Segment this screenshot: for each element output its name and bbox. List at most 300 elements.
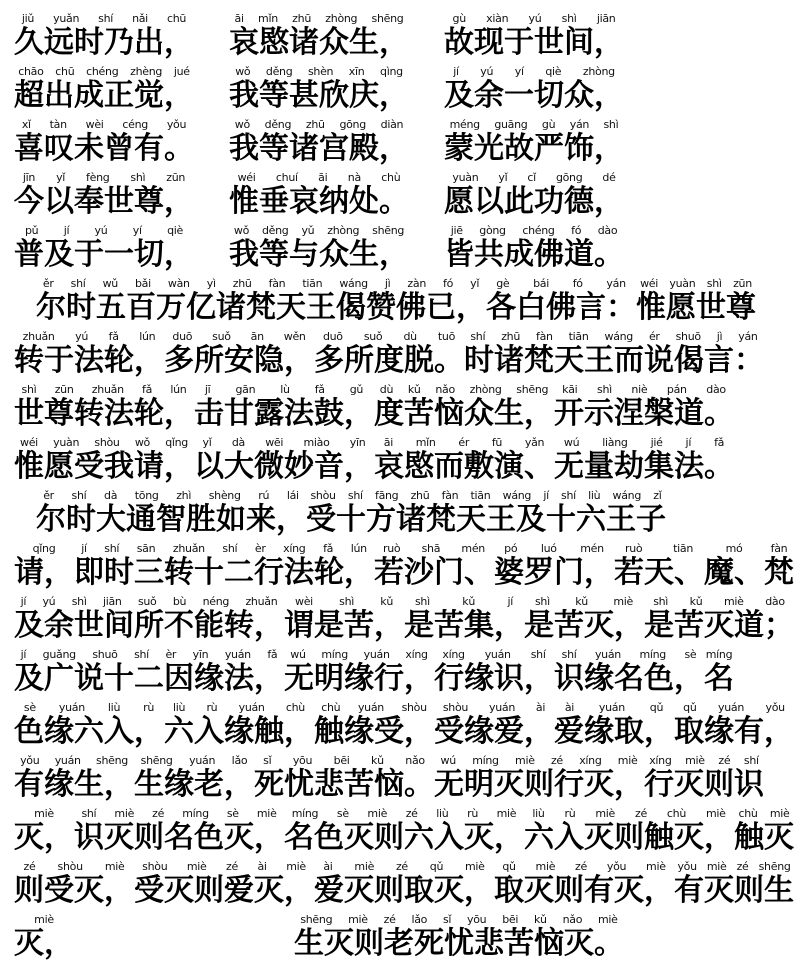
- phrase-with-pinyin: [486, 278, 636, 323]
- hanzi-text: 梵: [764, 555, 794, 590]
- pinyin-text: shì kǔ jí: [404, 595, 524, 608]
- annotated-phrase: [14, 65, 194, 113]
- phrase-with-pinyin: [704, 543, 764, 588]
- pinyin-text: mó: [704, 542, 764, 555]
- annotated-phrase: [404, 595, 524, 643]
- annotated-phrase: [36, 489, 306, 537]
- annotated-phrase: [14, 913, 74, 961]
- annotated-phrase: [374, 383, 554, 431]
- hanzi-text: 灭，: [14, 820, 74, 855]
- pinyin-text: jīn yǐ fèng shì zūn: [14, 171, 194, 184]
- text-line: [14, 165, 624, 217]
- pinyin-text: wǒ děng yǔ zhòng shēng: [229, 224, 409, 237]
- pinyin-text: zé shòu miè: [14, 860, 134, 873]
- annotated-phrase: [14, 224, 194, 272]
- annotated-phrase: [494, 542, 614, 590]
- phrase-with-pinyin: [14, 702, 164, 747]
- pinyin-text: jí guǎng shuō shí èr yīn yuán fǎ: [14, 648, 284, 661]
- hanzi-text: 行缘识，: [434, 661, 554, 696]
- hanzi-text: 时诸梵天王而说偈言：: [464, 343, 764, 378]
- phrase-with-pinyin: [14, 649, 284, 694]
- annotated-phrase: [134, 754, 254, 802]
- phrase-with-pinyin: [36, 490, 306, 535]
- annotated-phrase: [524, 807, 734, 855]
- hanzi-text: 我等与众生，: [229, 237, 409, 272]
- phrase-with-pinyin: [674, 702, 794, 747]
- phrase-with-pinyin: [554, 702, 674, 747]
- hanzi-text: 愿以此功德，: [444, 184, 624, 219]
- hanzi-text: 蒙光故严饰，: [444, 131, 624, 166]
- annotated-phrase: [164, 330, 314, 378]
- phrase-with-pinyin: [674, 861, 794, 906]
- pinyin-text: yǒu miè zé shēng: [674, 860, 794, 873]
- phrase-with-pinyin: [229, 172, 409, 217]
- hanzi-text: 无明缘行，: [284, 661, 434, 696]
- text-line: [14, 854, 794, 908]
- annotated-phrase: [14, 436, 194, 484]
- annotated-phrase: [444, 224, 624, 272]
- hanzi-text: 名: [704, 661, 734, 696]
- annotated-phrase: [444, 12, 624, 60]
- text-line: [14, 483, 666, 537]
- hanzi-text: 是苦集，: [404, 608, 524, 643]
- annotated-phrase: [229, 12, 409, 60]
- hanzi-text: 请，: [14, 555, 74, 590]
- pinyin-text: āi mǐn zhū zhòng shēng: [229, 12, 409, 25]
- annotated-phrase: [636, 277, 756, 325]
- hanzi-text: 哀愍而敷演、: [374, 449, 554, 484]
- pinyin-text: chù miè: [734, 807, 794, 820]
- phrase-with-pinyin: [14, 914, 74, 959]
- pinyin-text: qǔ miè zé yǒu miè: [494, 860, 674, 873]
- annotated-phrase: [554, 383, 734, 431]
- phrase-with-pinyin: [314, 861, 494, 906]
- pinyin-text: ěr shí wǔ bǎi wàn yì zhū fàn tiān wáng jì zàn fó yǐ: [36, 277, 486, 290]
- hanzi-text: 普及于一切，: [14, 237, 194, 272]
- annotated-phrase: [494, 860, 674, 908]
- pinyin-text: jiǔ yuǎn shí nǎi chū: [14, 12, 194, 25]
- phrase-with-pinyin: [294, 914, 624, 959]
- hanzi-text: 生缘老，: [134, 767, 254, 802]
- phrase-with-pinyin: [194, 384, 374, 429]
- pinyin-text: sǐ yōu bēi kǔ nǎo: [254, 754, 434, 767]
- phrase-with-pinyin: [14, 66, 194, 111]
- text-line: [14, 589, 794, 643]
- hanzi-text: 无明灭则行灭，: [434, 767, 644, 802]
- pinyin-text: shēng miè zé lǎo sǐ yōu bēi kǔ nǎo miè: [294, 913, 624, 926]
- pinyin-text: míng: [704, 648, 734, 661]
- hanzi-text: 爱缘取，: [554, 714, 674, 749]
- pinyin-text: liù rù yuán chù: [164, 701, 314, 714]
- annotated-phrase: [229, 118, 409, 166]
- pinyin-text: wǒ děng zhū gōng diàn: [229, 118, 409, 131]
- pinyin-text: qǐng: [14, 542, 74, 555]
- phrase-with-pinyin: [636, 278, 756, 323]
- annotated-phrase: [14, 648, 284, 696]
- pinyin-text: pó luó mén: [494, 542, 614, 555]
- annotated-phrase: [284, 595, 404, 643]
- hanzi-text: 爱灭则取灭，: [314, 873, 494, 908]
- hanzi-text: 若天、: [614, 555, 704, 590]
- annotated-phrase: [674, 701, 794, 749]
- phrase-with-pinyin: [164, 331, 314, 376]
- pinyin-text: xíng miè zé shí: [644, 754, 764, 767]
- text-line: [14, 695, 794, 749]
- phrase-with-pinyin: [374, 437, 554, 482]
- annotated-phrase: [314, 330, 464, 378]
- annotated-phrase: [14, 701, 164, 749]
- phrase-with-pinyin: [494, 861, 674, 906]
- pinyin-text: chāo chū chéng zhèng jué: [14, 65, 194, 78]
- phrase-with-pinyin: [704, 649, 734, 694]
- annotated-phrase: [524, 595, 644, 643]
- pinyin-text: jiē gòng chéng fó dào: [444, 224, 624, 237]
- pinyin-text: wéi yuàn shì zūn: [636, 277, 756, 290]
- pinyin-text: fàn: [764, 542, 794, 555]
- hanzi-text: 及广说十二因缘法，: [14, 661, 284, 696]
- hanzi-text: 开示涅槃道。: [554, 396, 734, 431]
- pinyin-text: gù xiàn yú shì jiān: [444, 12, 624, 25]
- pinyin-text: shí yuán míng sè: [554, 648, 704, 661]
- pinyin-text: shòu miè zé ài miè: [134, 860, 314, 873]
- text-line: [14, 377, 734, 431]
- phrase-with-pinyin: [14, 13, 194, 58]
- phrase-with-pinyin: [444, 66, 624, 111]
- phrase-with-pinyin: [36, 278, 486, 323]
- phrase-with-pinyin: [254, 755, 434, 800]
- phrase-with-pinyin: [314, 702, 434, 747]
- pinyin-text: sè yuán liù rù: [14, 701, 164, 714]
- hanzi-text: 今以奉世尊，: [14, 184, 194, 219]
- hanzi-text: 多所安隐，: [164, 343, 314, 378]
- pinyin-text: wú liàng jié jí fǎ: [554, 436, 734, 449]
- pinyin-text: shēng yuán lǎo: [134, 754, 254, 767]
- hanzi-text: 多所度脱。: [314, 343, 464, 378]
- annotated-phrase: [14, 383, 194, 431]
- pinyin-text: wéi yuàn shòu wǒ qǐng: [14, 436, 194, 449]
- phrase-with-pinyin: [764, 543, 794, 588]
- annotated-phrase: [764, 542, 794, 590]
- phrase-with-pinyin: [14, 755, 134, 800]
- pinyin-text: āi mǐn ér fū yǎn: [374, 436, 554, 449]
- phrase-with-pinyin: [434, 649, 554, 694]
- hanzi-text: 是苦灭，: [524, 608, 644, 643]
- pinyin-text: miè: [14, 913, 74, 926]
- phrase-with-pinyin: [306, 490, 666, 535]
- hanzi-text: 取缘有，: [674, 714, 794, 749]
- phrase-with-pinyin: [134, 861, 314, 906]
- annotated-phrase: [14, 118, 194, 166]
- hanzi-text: 生灭则老死忧悲苦恼灭。: [294, 926, 624, 961]
- phrase-with-pinyin: [734, 808, 794, 853]
- phrase-with-pinyin: [229, 119, 409, 164]
- hanzi-text: 惟愿受我请，: [14, 449, 194, 484]
- phrase-with-pinyin: [284, 808, 524, 853]
- annotated-phrase: [294, 913, 624, 961]
- hanzi-text: 取灭则有灭，: [494, 873, 674, 908]
- annotated-phrase: [36, 277, 486, 325]
- pinyin-text: jī gān lù fǎ gǔ: [194, 383, 374, 396]
- pinyin-text: ài miè zé qǔ miè: [314, 860, 494, 873]
- hanzi-text: 行灭则识: [644, 767, 764, 802]
- hanzi-text: 以大微妙音，: [194, 449, 374, 484]
- phrase-with-pinyin: [14, 596, 284, 641]
- hanzi-text: 久远时乃出，: [14, 25, 194, 60]
- annotated-phrase: [554, 701, 674, 749]
- pinyin-text: shì zūn zhuǎn fǎ lún: [14, 383, 194, 396]
- annotated-phrase: [74, 807, 284, 855]
- pinyin-text: yǐ dà wēi miào yīn: [194, 436, 374, 449]
- phrase-with-pinyin: [14, 119, 194, 164]
- pinyin-text: ěr shí dà tōng zhì shèng rú lái: [36, 489, 306, 502]
- phrase-with-pinyin: [524, 596, 644, 641]
- phrase-with-pinyin: [554, 649, 704, 694]
- pinyin-text: kāi shì niè pán dào: [554, 383, 734, 396]
- hanzi-text: 皆共成佛道。: [444, 237, 624, 272]
- hanzi-text: 有灭则生: [674, 873, 794, 908]
- text-line: [14, 218, 624, 270]
- text-line: [14, 748, 764, 802]
- pinyin-text: ài yuán qǔ: [554, 701, 674, 714]
- annotated-phrase: [644, 595, 794, 643]
- hanzi-text: 转于法轮，: [14, 343, 164, 378]
- hanzi-text: 若沙门、: [374, 555, 494, 590]
- text-line: [14, 430, 734, 484]
- hanzi-text: 尔时大通智胜如来，: [36, 502, 306, 537]
- hanzi-text: 我等诸宫殿，: [229, 131, 409, 166]
- phrase-with-pinyin: [644, 596, 794, 641]
- hanzi-text: 及余一切众，: [444, 78, 624, 113]
- phrase-with-pinyin: [14, 437, 194, 482]
- hanzi-text: 我等甚欣庆，: [229, 78, 409, 113]
- annotated-phrase: [434, 701, 554, 749]
- pinyin-text: chù yuán shòu: [314, 701, 434, 714]
- hanzi-text: 无量劫集法。: [554, 449, 734, 484]
- annotated-phrase: [434, 648, 554, 696]
- hanzi-text: 则受灭，: [14, 873, 134, 908]
- annotated-phrase: [284, 807, 524, 855]
- text-line: [14, 907, 624, 959]
- phrase-with-pinyin: [434, 702, 554, 747]
- hanzi-text: 即时三转十二行法轮，: [74, 555, 374, 590]
- phrase-with-pinyin: [614, 543, 704, 588]
- pinyin-text: shí zhū fàn tiān wáng ér shuō jì yán: [464, 330, 764, 343]
- hanzi-text: 惟愿世尊: [636, 290, 756, 325]
- pinyin-text: wú míng yuán xíng: [284, 648, 434, 661]
- pinyin-text: wú míng miè zé xíng miè: [434, 754, 644, 767]
- hanzi-text: 世尊转法轮，: [14, 396, 194, 431]
- hanzi-text: 识缘名色，: [554, 661, 704, 696]
- annotated-phrase: [306, 489, 666, 537]
- hanzi-text: 触缘受，: [314, 714, 434, 749]
- phrase-with-pinyin: [14, 543, 74, 588]
- annotated-phrase: [614, 542, 704, 590]
- text-line: [14, 271, 756, 325]
- pinyin-text: yǒu yuán shēng: [14, 754, 134, 767]
- phrase-with-pinyin: [434, 755, 644, 800]
- hanzi-text: 色缘六入，: [14, 714, 164, 749]
- hanzi-text: 故现于世间，: [444, 25, 624, 60]
- text-line: [14, 642, 734, 696]
- pinyin-text: jí yú yí qiè zhòng: [444, 65, 624, 78]
- pinyin-text: pǔ jí yú yí qiè: [14, 224, 194, 237]
- annotated-phrase: [554, 648, 704, 696]
- hanzi-text: 灭，: [14, 926, 74, 961]
- annotated-phrase: [314, 701, 434, 749]
- text-line: [14, 112, 624, 164]
- annotated-phrase: [74, 542, 374, 590]
- phrase-with-pinyin: [14, 172, 194, 217]
- hanzi-text: 六入灭则触灭，: [524, 820, 734, 855]
- hanzi-text: 受缘爱，: [434, 714, 554, 749]
- hanzi-text: 触灭: [734, 820, 794, 855]
- annotated-phrase: [14, 171, 194, 219]
- phrase-with-pinyin: [14, 225, 194, 270]
- hanzi-text: 识灭则名色灭，: [74, 820, 284, 855]
- annotated-phrase: [284, 648, 434, 696]
- phrase-with-pinyin: [284, 596, 404, 641]
- text-line: [14, 324, 764, 378]
- phrase-with-pinyin: [284, 649, 434, 694]
- annotated-phrase: [229, 65, 409, 113]
- text-line: [14, 59, 624, 111]
- annotated-phrase: [14, 330, 164, 378]
- annotated-phrase: [314, 860, 494, 908]
- hanzi-text: 超出成正觉，: [14, 78, 194, 113]
- annotated-phrase: [444, 118, 624, 166]
- hanzi-text: 各白佛言：: [486, 290, 636, 325]
- annotated-phrase: [14, 12, 194, 60]
- pinyin-text: wéi chuí āi nà chù: [229, 171, 409, 184]
- annotated-phrase: [374, 542, 494, 590]
- pinyin-text: zhuǎn yú fǎ lún: [14, 330, 164, 343]
- pinyin-text: xǐ tàn wèi céng yǒu: [14, 118, 194, 131]
- annotated-phrase: [14, 754, 134, 802]
- annotated-phrase: [14, 860, 134, 908]
- phrase-with-pinyin: [554, 384, 734, 429]
- phrase-with-pinyin: [74, 808, 284, 853]
- annotated-phrase: [486, 277, 636, 325]
- phrase-with-pinyin: [14, 331, 164, 376]
- annotated-phrase: [464, 330, 764, 378]
- phrase-with-pinyin: [374, 543, 494, 588]
- phrase-with-pinyin: [74, 543, 374, 588]
- annotated-phrase: [704, 648, 734, 696]
- annotated-phrase: [444, 171, 624, 219]
- phrase-with-pinyin: [444, 172, 624, 217]
- annotated-phrase: [14, 807, 74, 855]
- pinyin-text: míng sè miè zé liù rù miè: [284, 807, 524, 820]
- hanzi-text: 婆罗门，: [494, 555, 614, 590]
- hanzi-text: 名色灭则六入灭，: [284, 820, 524, 855]
- annotated-phrase: [674, 860, 794, 908]
- phrase-with-pinyin: [444, 225, 624, 270]
- annotated-phrase: [194, 383, 374, 431]
- annotated-phrase: [254, 754, 434, 802]
- pinyin-text: dù kǔ nǎo zhòng shēng: [374, 383, 554, 396]
- phrase-with-pinyin: [229, 225, 409, 270]
- annotated-phrase: [229, 224, 409, 272]
- pinyin-text: shì kǔ miè: [524, 595, 644, 608]
- pinyin-text: miè: [14, 807, 74, 820]
- annotated-phrase: [434, 754, 644, 802]
- annotated-phrase: [644, 754, 764, 802]
- phrase-with-pinyin: [374, 384, 554, 429]
- hanzi-text: 六入缘触，: [164, 714, 314, 749]
- phrase-with-pinyin: [554, 437, 734, 482]
- pinyin-text: shòu shí fāng zhū fàn tiān wáng jí shí liù wáng zǐ: [306, 489, 666, 502]
- phrase-with-pinyin: [444, 119, 624, 164]
- phrase-with-pinyin: [194, 437, 374, 482]
- pinyin-text: shí miè zé míng sè miè: [74, 807, 284, 820]
- pinyin-text: ruò shā mén: [374, 542, 494, 555]
- phrase-with-pinyin: [14, 384, 194, 429]
- pinyin-text: qǔ yuán yǒu: [674, 701, 794, 714]
- phrase-with-pinyin: [229, 13, 409, 58]
- phrase-with-pinyin: [404, 596, 524, 641]
- pinyin-text: wèi shì kǔ: [284, 595, 404, 608]
- text-line: [14, 801, 794, 855]
- hanzi-text: 是苦灭道；: [644, 608, 794, 643]
- hanzi-text: 谓是苦，: [284, 608, 404, 643]
- phrase-with-pinyin: [314, 331, 464, 376]
- hanzi-text: 哀愍诸众生，: [229, 25, 409, 60]
- annotated-phrase: [734, 807, 794, 855]
- hanzi-text: 惟垂哀纳处。: [229, 184, 409, 219]
- annotated-phrase: [229, 171, 409, 219]
- pinyin-text: wǒ děng shèn xīn qìng: [229, 65, 409, 78]
- hanzi-text: 死忧悲苦恼。: [254, 767, 434, 802]
- hanzi-text: 有缘生，: [14, 767, 134, 802]
- annotated-phrase: [704, 542, 764, 590]
- phrase-with-pinyin: [644, 755, 764, 800]
- hanzi-text: 魔、: [704, 555, 764, 590]
- phrase-with-pinyin: [444, 13, 624, 58]
- pinyin-text: duō suǒ dù tuō: [314, 330, 464, 343]
- phrase-with-pinyin: [14, 861, 134, 906]
- hanzi-text: 受灭则爱灭，: [134, 873, 314, 908]
- pinyin-text: yuàn yǐ cǐ gōng dé: [444, 171, 624, 184]
- pinyin-text: jí shí sān zhuǎn shí èr xíng fǎ lún: [74, 542, 374, 555]
- annotated-phrase: [14, 595, 284, 643]
- pinyin-text: méng guāng gù yán shì: [444, 118, 624, 131]
- annotated-phrase: [164, 701, 314, 749]
- pinyin-text: ruò tiān: [614, 542, 704, 555]
- phrase-with-pinyin: [229, 66, 409, 111]
- phrase-with-pinyin: [494, 543, 614, 588]
- pinyin-text: xíng yuán shí: [434, 648, 554, 661]
- phrase-with-pinyin: [464, 331, 764, 376]
- hanzi-text: 及余世间所不能转，: [14, 608, 284, 643]
- pinyin-text: liù rù miè zé chù miè: [524, 807, 734, 820]
- phrase-with-pinyin: [524, 808, 734, 853]
- annotated-phrase: [554, 436, 734, 484]
- annotated-phrase: [134, 860, 314, 908]
- annotated-phrase: [194, 436, 374, 484]
- hanzi-text: 受十方诸梵天王及十六王子: [306, 502, 666, 537]
- text-line: [14, 536, 794, 590]
- phrase-with-pinyin: [14, 808, 74, 853]
- phrase-with-pinyin: [164, 702, 314, 747]
- hanzi-text: 尔时五百万亿诸梵天王偈赞佛已，: [36, 290, 486, 325]
- hanzi-text: 喜叹未曾有。: [14, 131, 194, 166]
- pinyin-text: gè bái fó yán: [486, 277, 636, 290]
- pinyin-text: shòu yuán ài: [434, 701, 554, 714]
- annotated-phrase: [14, 542, 74, 590]
- hanzi-text: 击甘露法鼓，: [194, 396, 374, 431]
- pinyin-text: jí yú shì jiān suǒ bù néng zhuǎn: [14, 595, 284, 608]
- text-line: [14, 6, 624, 58]
